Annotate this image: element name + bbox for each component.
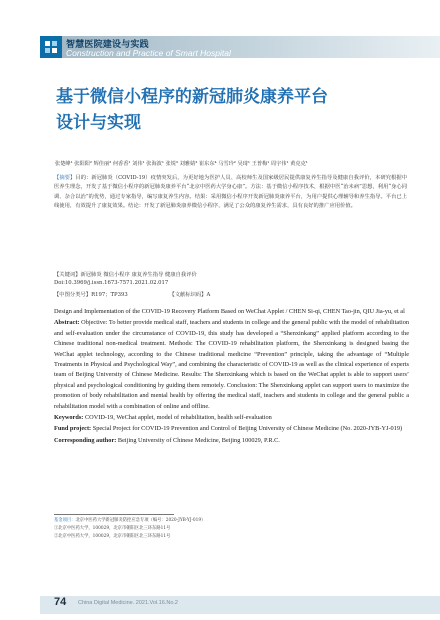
english-abstract-block bbox=[54, 307, 409, 447]
footnotes bbox=[54, 517, 394, 540]
english-corresponding bbox=[54, 436, 409, 446]
article-title-line2: 设计与实现 bbox=[56, 113, 141, 133]
english-keywords-text: COVID-19, WeChat applet, model of rehabilitation, health self-evaluation bbox=[84, 414, 272, 422]
english-abstract bbox=[54, 318, 409, 412]
english-fund-text: Special Project for COVID-19 Prevention and Control of Beijing University of Chinese Medicine (No. 2020-JYB-YJ-019) bbox=[92, 425, 403, 433]
doc-code-value: A bbox=[206, 292, 211, 298]
footnote-fund-label: 基金项目： bbox=[54, 518, 76, 523]
keywords-cn bbox=[54, 270, 197, 278]
english-abstract-label: Abstract: bbox=[54, 319, 80, 327]
journal-header bbox=[0, 0, 440, 62]
clc-value: R197；TP393 bbox=[91, 292, 128, 298]
english-keywords bbox=[54, 413, 409, 423]
abstract-cn-text: 目的：新冠肺炎（COVID-19）疫情突发后，为更好地为医护人员、高校师生及国家级居民提供康复养生指导及健康自我评价，本研究根据中医养生理念，开发了基于微信小程序的新冠肺炎康养平台“北京中医药大学身心康”。方法：基于微信小程序技术，根据中医“治未病”思想，利用“身心同调、杂合以治”的优势，通过专家指导，编写康复养生内容。结果：采用微信小程序开发新冠肺炎康养平台，为用户提供心理辅导和养生指导。平台已上线使用，有效提升了康复效果。结论：开发了新冠肺炎康养微信小程序，满足了公众的康复养生需求，具有良好的推广应用价值。 bbox=[54, 175, 407, 210]
author-list: 张楚峰¹ 张阳阳² 辉佳丽³ 何香香¹ 刘伟¹ 张海波¹ 张锐³ 刘雅婧³ 崔东东⁴ 马雪玲² 吴琦¹ 王普梅¹ 周宇伟¹ 黄克克¹ bbox=[55, 161, 308, 167]
classification-line bbox=[54, 290, 409, 298]
footnote-fund-text: 北京中医药大学新冠肺炎防控应急专项（编号：2020-JYB-YJ-019） bbox=[75, 518, 206, 523]
clc-label: 【中图分类号】 bbox=[54, 292, 92, 298]
journal-logo-icon bbox=[40, 36, 62, 58]
english-corr-text: Beijing University of Chinese Medicine, Beijing 100029, P.R.C. bbox=[117, 436, 280, 444]
footnote-affiliation-1: ①北京中医药大学，100029，北京市朝阳区北三环东路11号 bbox=[54, 525, 171, 531]
english-keywords-label: Keywords: bbox=[54, 414, 84, 422]
english-fund bbox=[54, 424, 409, 434]
journal-section-title-en: Construction and Practice of Smart Hospital bbox=[66, 48, 231, 58]
english-fund-label: Fund project: bbox=[54, 425, 92, 433]
journal-section-title: 智慧医院建设与实践 bbox=[66, 40, 149, 50]
footnote-fund bbox=[54, 517, 394, 525]
page-number: 74 bbox=[54, 596, 67, 608]
footnote-divider bbox=[54, 514, 174, 515]
doc-code-label: 【文献标识码】 bbox=[169, 292, 207, 298]
article-title bbox=[56, 84, 396, 136]
abstract-cn-label: 【摘要】 bbox=[54, 175, 76, 181]
abstract-cn bbox=[54, 174, 407, 212]
doi: Doi:10.3969/j.issn.1673-7571.2021.02.017 bbox=[54, 280, 169, 286]
footnote-affiliation-2: ②北京中医药大学，100029，北京市朝阳区北三环东路11号 bbox=[54, 533, 171, 539]
english-title: Design and Implementation of the COVID-19 Recovery Platform Based on WeChat Applet / CHEN Si-qi, CHEN Tao-jin, QIU Jia-yu, et al bbox=[54, 308, 405, 315]
journal-citation: China Digital Medicine. 2021.Vol.16.No.2 bbox=[78, 600, 178, 606]
english-corr-label: Corresponding author: bbox=[54, 436, 117, 444]
keywords-cn-label: 【关键词】 bbox=[54, 272, 81, 278]
article-title-line1: 基于微信小程序的新冠肺炎康养平台 bbox=[56, 87, 328, 107]
keywords-cn-text: 新冠肺炎 微信小程序 康复养生指导 健康自我评价 bbox=[80, 272, 197, 278]
english-abstract-text: Objective: To better provide medical staff, teachers and students in college and the general public with the model of rehabilitation and self-evaluation under the circumstance of COVID-19, this study has developed a “Shenxinkang” applied platform according to the Chinese traditional non-medical treatment. Methods: The COVID-19 rehabilitation platform, the Shenxinkang is designed basing the WeChat applet technology, according to the Chinese traditional medicine “Prevention” principle, taking the advantage of “Multiple Treatments in Physical and Psychological Way”, and combining the characteristic of COVID-19 as well as the clinical experience of experts team of Beijing University of Chinese Medicine. Results: The Shenxinkang which is based on the WeChat applet is able to support users’ physical and psychological conditioning by guiding them remotely. Conclusion: The Shenxinkang applet can support users to maximize the promotion of body rehabilitation and mental health by offering the medical staff, teachers and students in college and the general public a rehabilitation model with a combination of online and offline. bbox=[54, 319, 409, 410]
